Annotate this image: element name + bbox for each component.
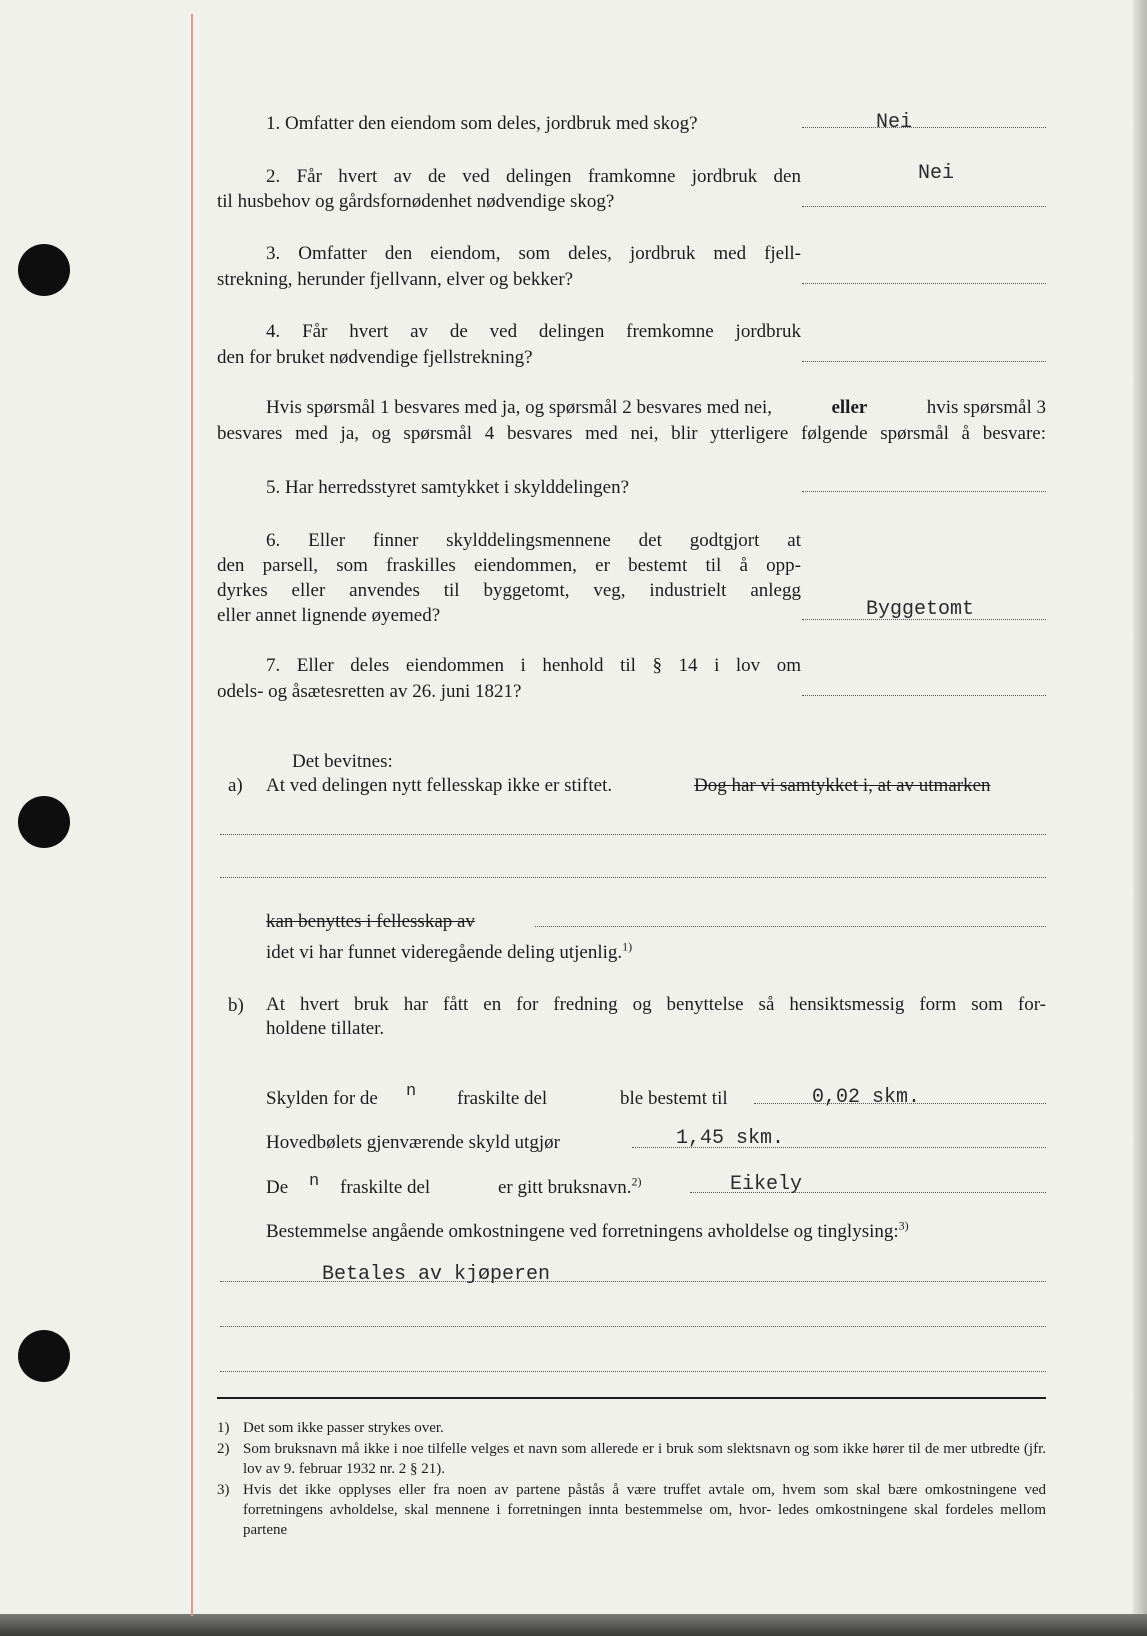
- question-6-line2: den parsell, som fraskilles eiendommen, er bestemt til å opp-: [217, 555, 801, 576]
- de-label-c-text: er gitt bruksnavn.: [498, 1177, 632, 1198]
- skyld-label-a: Skylden for de: [266, 1088, 378, 1109]
- footnote-number: 3): [217, 1482, 230, 1498]
- footnote-ref: 3): [898, 1218, 909, 1233]
- question-4-line1: 4. Får hvert av de ved delingen fremkomne jordbruk: [266, 321, 801, 342]
- blank-line[interactable]: [220, 877, 1046, 878]
- answer-2: Nei: [918, 162, 955, 185]
- question-7-line2: odels- og åsætesretten av 26. juni 1821?: [217, 681, 522, 702]
- footnote-number: 2): [217, 1441, 230, 1457]
- question-4-line2: den for bruket nødvendige fjellstrekning?: [217, 347, 533, 368]
- footnote-text: Det som ikke passer strykes over.: [243, 1420, 444, 1436]
- question-7-line1: 7. Eller deles eiendommen i henhold til § 14 i lov om: [266, 655, 801, 676]
- question-2-line1: 2. Får hvert av de ved delingen framkomne jordbruk den: [266, 166, 801, 187]
- de-label-n: n: [309, 1172, 320, 1191]
- footnote-ref: 2): [631, 1174, 642, 1189]
- skyld-label-n: n: [406, 1082, 417, 1101]
- blank-line[interactable]: [220, 1371, 1046, 1372]
- question-1: 1. Omfatter den eiendom som deles, jordbruk med skog?: [266, 113, 698, 134]
- answer-line-7[interactable]: [802, 695, 1046, 696]
- item-a-label: a): [228, 775, 243, 796]
- bestemmelse-label-text: Bestemmelse angående omkostningene ved forretningens avholdelse og tinglysing:: [266, 1221, 899, 1242]
- de-label-b: fraskilte del: [340, 1177, 431, 1198]
- question-6-line4: eller annet lignende øyemed?: [217, 605, 441, 626]
- footnote-1: [217, 1418, 1046, 1438]
- skyld-label-b: fraskilte del: [457, 1088, 548, 1109]
- answer-line-2[interactable]: [802, 206, 1046, 207]
- conditional-line2: besvares med ja, og spørsmål 4 besvares med nei, blir ytterligere følgende spørsmål å besvare:: [217, 423, 1046, 444]
- footnote-text: Hvis det ikke opplyses eller fra noen av partene påstås å være truffet avtale om, hvem som skal bære omkostningene ved forretningens avholdelse, skal mennene i forretningen innta bestemmelse om, hvor- ledes omkostningene skal fordeles mellom partene: [243, 1482, 1046, 1538]
- item-a-continuation: [266, 939, 633, 963]
- footnote-3: [217, 1480, 1046, 1540]
- item-a-struck-text: Dog har vi samtykket i, at av utmarken: [694, 775, 991, 796]
- item-b-line2: holdene tillater.: [266, 1018, 385, 1039]
- question-3-line1: 3. Omfatter den eiendom, som deles, jordbruk med fjell-: [266, 243, 801, 264]
- skyld-label-c: ble bestemt til: [620, 1088, 728, 1109]
- de-label: De: [266, 1177, 289, 1198]
- punch-hole: [18, 1330, 70, 1382]
- footnote-ref: 1): [622, 939, 633, 954]
- hoved-value: 1,45 skm.: [676, 1127, 785, 1150]
- question-6-line1: 6. Eller finner skylddelingsmennene det godtgjort at: [266, 530, 801, 551]
- answer-1: Nei: [876, 111, 913, 134]
- conditional-text-a: Hvis spørsmål 1 besvares med ja, og spørsmål 2 besvares med nei,: [266, 397, 773, 418]
- answer-line-6[interactable]: [802, 619, 1046, 620]
- footnote-separator: [217, 1397, 1046, 1399]
- punch-hole: [18, 796, 70, 848]
- certification-heading: Det bevitnes:: [292, 751, 393, 772]
- blank-line[interactable]: [220, 834, 1046, 835]
- item-b-line1: At hvert bruk har fått en for fredning og benyttelse så hensiktsmessig form som for-: [266, 994, 1046, 1015]
- item-a-text: At ved delingen nytt fellesskap ikke er stiftet.: [266, 775, 613, 796]
- item-b-label: b): [228, 995, 244, 1016]
- answer-line-1[interactable]: [802, 127, 1046, 128]
- answer-line-4[interactable]: [802, 361, 1046, 362]
- bruksnavn-value: Eikely: [730, 1173, 803, 1196]
- de-label-c: [498, 1174, 642, 1198]
- bestemmelse-value: Betales av kjøperen: [322, 1263, 551, 1286]
- page-edge-shadow: [1133, 0, 1147, 1616]
- question-6-line3: dyrkes eller anvendes til byggetomt, veg, industrielt anlegg: [217, 580, 801, 601]
- conditional-text-b: hvis spørsmål 3: [926, 397, 1046, 418]
- item-a-struck-text-2: kan benyttes i fellesskap av: [266, 911, 475, 932]
- footnote-text: Som bruksnavn må ikke i noe tilfelle velges et navn som allerede er i bruk som slektsnavn og som ikke hører til de mer utbredte (jfr. lov av 9. februar 1932 nr. 2 § 21).: [243, 1441, 1046, 1477]
- conditional-line1: [266, 398, 1046, 417]
- answer-6: Byggetomt: [866, 598, 975, 621]
- question-5: 5. Har herredsstyret samtykket i skylddelingen?: [266, 477, 630, 498]
- footnote-number: 1): [217, 1420, 230, 1436]
- answer-line-5[interactable]: [802, 491, 1046, 492]
- scan-bottom-edge: [0, 1614, 1147, 1636]
- item-a-continuation-text: idet vi har funnet videregående deling utjenlig.: [266, 942, 623, 963]
- punch-hole: [18, 244, 70, 296]
- margin-line: [191, 14, 193, 1616]
- bestemmelse-label: [266, 1218, 909, 1242]
- answer-line-3[interactable]: [802, 283, 1046, 284]
- footnote-2: [217, 1439, 1046, 1479]
- question-3-line2: strekning, herunder fjellvann, elver og bekker?: [217, 269, 574, 290]
- blank-line[interactable]: [220, 1326, 1046, 1327]
- conditional-bold: eller: [831, 397, 868, 418]
- question-2-line2: til husbehov og gårdsfornødenhet nødvendige skog?: [217, 191, 615, 212]
- bestemmelse-line[interactable]: [220, 1281, 1046, 1282]
- hoved-label: Hovedbølets gjenværende skyld utgjør: [266, 1132, 560, 1153]
- fellesskap-line[interactable]: [535, 926, 1046, 927]
- skyld-value: 0,02 skm.: [812, 1086, 921, 1109]
